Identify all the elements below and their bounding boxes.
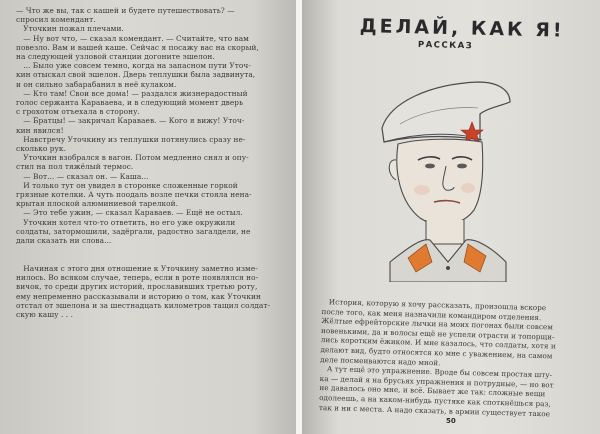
soldier-portrait-illustration xyxy=(360,62,530,282)
right-page-body-text: История, которую я хочу рассказать, произошла вскоре после того, как меня назначили командиром отделения. Жёлтые ефрейторские лычки на моих погонах были совсем новенькими, да и волосы ещё не успели отрасти и топорщи- лись коротким ёжиком. И мне казалось, что солдаты, хотя и делают вид, будто относятся ко мне с уважением, на самом деле посмеиваются надо мной. А тут ещё это упражнение. Вроде бы совсем простая шту- ка — делай я на брусьях упражнения и потрудные, — но вот не давалось оно мне, и всё. Бывает же так: сложные вещи одолеешь, а на каком-нибудь пустяке как споткнёшься раз, так и ни с места. А надо сказать, в армии существует такое xyxy=(318,297,556,418)
page-number: 50 xyxy=(446,417,456,425)
left-page-top-text: — Что же вы, так с кашей и будете путешествовать? — спросил комендант. Уточкин пожал плечами. — Ну вот что, — сказал комендант. — Считайте, что вам повезло. Вам и вашей каше. Сейчас я посажу вас на скорый, на следующей узловой станции догоните эшелон. ... Было уже совсем темно, когда на запасном пути Уточ- кин отыскал свой эшелон. Дверь теплушки была задвинута, и он сильно забарабанил в неё кулаком. — Кто там! Свои все дома! — раздался жизнерадостный голос сержанта Караваева, и в следующий момент дверь с грохотом отъехала в сторону. — Братцы! — закричал Караваев. — Кого я вижу! Уточ- кин явился! Навстречу Уточкину из теплушки потянулись сразу не- сколько рук. Уточкин взобрался в вагон. Потом медленно снял и опу- стил на пол тяжёлый термос. — Вот... — сказал он. — Каша... И только тут он увидел в сторонке сложенные горкой грязные котелки. А чуть поодаль возле печки стояла нена- крытая плоской алюминиевой тарелкой. — Это тебе ужин, — сказал Караваев. — Ещё не остыл. Уточкин хотел что-то ответить, но его уже окружили солдаты, затормошили, задёргали, радостно загалдели, не дали сказать ни слова... xyxy=(16,6,259,246)
story-title: ДЕЛАЙ, КАК Я! xyxy=(359,15,565,42)
left-page-bottom-text: Начиная с этого дня отношение к Уточкину заметно изме- нилось. Во всяком случае, теперь, если в роте появлялся но- вичок, то среди других историй, прославивших третью роту, ему непременно рассказывали и историю о том, как Уточкин отстал от эшелона и за шестнадцать километров тащил солдат- скую кашу . . . xyxy=(16,264,271,320)
garrison-cap xyxy=(382,82,510,142)
face xyxy=(397,139,483,225)
story-subtitle: РАССКАЗ xyxy=(417,40,474,52)
tunic-collar xyxy=(390,240,506,282)
